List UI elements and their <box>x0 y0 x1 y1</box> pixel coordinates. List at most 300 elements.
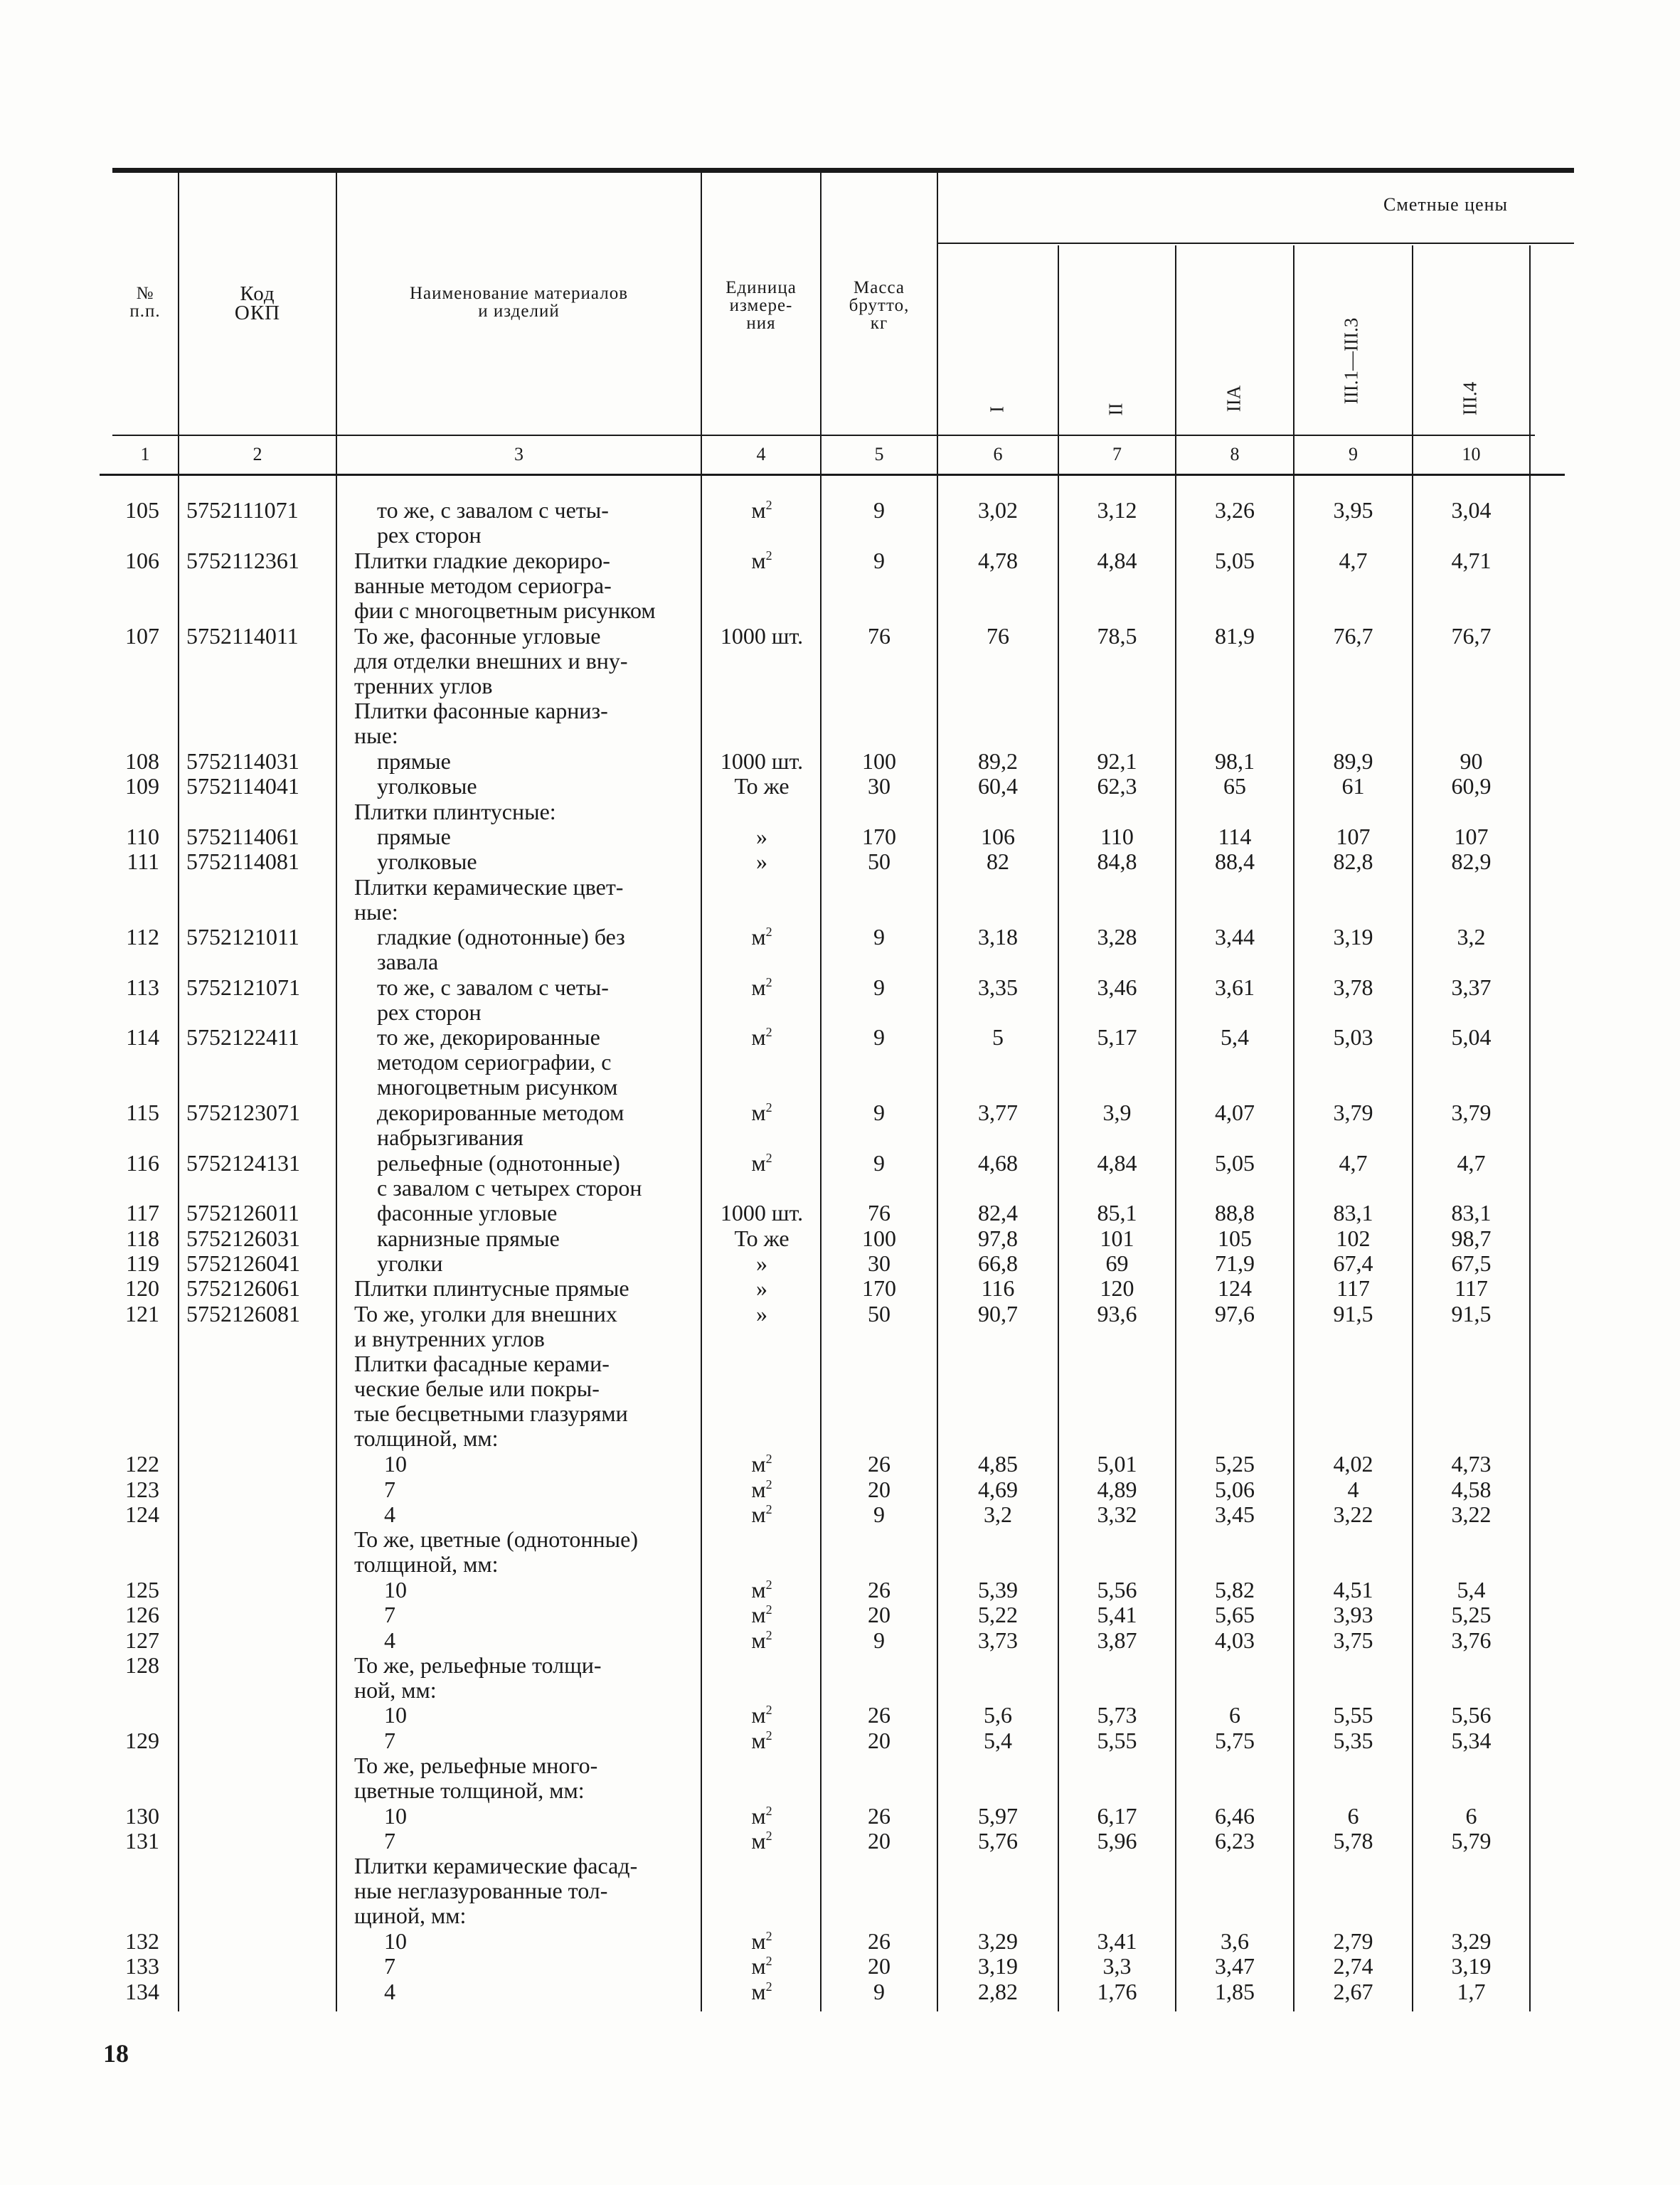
row-name <box>377 749 703 774</box>
row-name <box>377 849 703 874</box>
row-name-line: Плитки плинтусные прямые <box>354 1275 629 1302</box>
row-price-zone-3: 5,4 <box>1221 1024 1249 1051</box>
row-name <box>354 1653 703 1703</box>
row-mass: 26 <box>868 1702 890 1728</box>
row-price-zone-1: 3,73 <box>978 1627 1018 1653</box>
row-number: 119 <box>126 1250 159 1276</box>
row-number: 115 <box>126 1100 159 1126</box>
row-name <box>384 1954 703 1979</box>
row-name-line: 10 <box>384 1928 407 1955</box>
colnum-2: 2 <box>252 444 262 464</box>
row-price-zone-2: 3,9 <box>1102 1100 1132 1126</box>
row-price-zone-5: 98,7 <box>1451 1225 1492 1251</box>
row-unit: $м^2$ <box>751 1827 772 1854</box>
row-price-zone-4: 76,7 <box>1333 622 1373 649</box>
row-number: 113 <box>126 974 159 1000</box>
row-unit: 1000 шт. <box>720 622 804 649</box>
row-number: 134 <box>125 1978 159 2004</box>
row-mass: 30 <box>868 1250 890 1276</box>
row-mass: 9 <box>873 1978 885 2004</box>
row-price-zone-1: 4,69 <box>978 1476 1018 1502</box>
row-price-zone-1: 60,4 <box>978 773 1018 799</box>
page-number: 18 <box>103 2039 129 2068</box>
row-price-zone-3: 97,6 <box>1215 1300 1255 1327</box>
row-unit: $м^2$ <box>751 1727 772 1753</box>
row-unit: $м^2$ <box>751 1627 772 1653</box>
row-number: 118 <box>126 1225 159 1251</box>
row-price-zone-3: 3,47 <box>1215 1953 1255 1979</box>
row-price-zone-5: 4,71 <box>1451 547 1492 573</box>
row-unit: » <box>756 1250 767 1276</box>
colnum-10: 10 <box>1462 444 1481 464</box>
row-price-zone-3: 3,61 <box>1215 974 1255 1000</box>
row-price-zone-4: 5,78 <box>1333 1827 1373 1854</box>
row-name-line: Плитки керамические фасад- <box>354 1853 638 1879</box>
row-price-zone-5: 5,04 <box>1451 1024 1492 1051</box>
row-price-zone-2: 1,76 <box>1097 1978 1137 2004</box>
row-name-line: 10 <box>384 1576 407 1602</box>
row-price-zone-5: 5,25 <box>1451 1602 1492 1628</box>
row-number: 108 <box>125 748 159 774</box>
row-number: 133 <box>125 1953 159 1979</box>
row-mass: 9 <box>873 1501 885 1527</box>
row-unit: $м^2$ <box>751 1149 772 1176</box>
row-name-line: рельефные (однотонные) <box>377 1149 620 1176</box>
row-name <box>384 1452 703 1477</box>
row-code: 5752124131 <box>186 1149 300 1176</box>
row-mass: 9 <box>873 1627 885 1653</box>
row-name-line: То же, уголки для внешних <box>354 1300 617 1327</box>
row-number: 126 <box>125 1602 159 1628</box>
row-name <box>384 1703 703 1728</box>
row-price-zone-3: 81,9 <box>1215 622 1255 649</box>
row-price-zone-2: 3,32 <box>1097 1501 1137 1527</box>
row-price-zone-3: 3,26 <box>1215 497 1255 523</box>
row-price-zone-3: 124 <box>1218 1275 1252 1302</box>
row-mass: 9 <box>873 974 885 1000</box>
row-name-line: 4 <box>384 1978 395 2004</box>
row-name <box>354 698 703 748</box>
row-name <box>354 799 703 824</box>
row-price-zone-5: 60,9 <box>1451 773 1492 799</box>
row-price-zone-5: 3,2 <box>1457 924 1486 950</box>
row-mass: 50 <box>868 1300 890 1327</box>
row-price-zone-2: 93,6 <box>1097 1300 1137 1327</box>
row-price-zone-5: 3,19 <box>1451 1953 1492 1979</box>
row-price-zone-1: 5,22 <box>978 1602 1018 1628</box>
row-price-zone-2: 3,12 <box>1097 497 1137 523</box>
row-code: 5752114061 <box>186 823 299 849</box>
row-price-zone-1: 3,2 <box>984 1501 1012 1527</box>
row-name-line: 7 <box>384 1827 395 1854</box>
row-code: 5752112361 <box>186 547 299 573</box>
row-price-zone-3: 6,23 <box>1215 1827 1255 1854</box>
row-unit: $м^2$ <box>751 924 772 950</box>
row-price-zone-4: 3,22 <box>1333 1501 1373 1527</box>
row-price-zone-1: 97,8 <box>978 1225 1018 1251</box>
row-name <box>354 1527 703 1577</box>
row-price-zone-3: 71,9 <box>1215 1250 1255 1276</box>
row-unit: » <box>756 849 767 875</box>
row-unit: $м^2$ <box>751 1928 772 1955</box>
row-name-line: 10 <box>384 1451 407 1477</box>
row-price-zone-1: 5,76 <box>978 1827 1018 1854</box>
row-name <box>384 1804 703 1829</box>
row-name <box>354 875 703 925</box>
row-mass: 30 <box>868 773 890 799</box>
row-number: 106 <box>125 547 159 573</box>
row-price-zone-4: 3,19 <box>1333 924 1373 950</box>
row-price-zone-1: 4,85 <box>978 1451 1018 1477</box>
row-name <box>377 1201 703 1226</box>
row-code: 5752123071 <box>186 1100 300 1126</box>
row-price-zone-1: 90,7 <box>978 1300 1018 1327</box>
row-name-line: То же, цветные (однотонные) <box>354 1526 638 1553</box>
row-price-zone-4: 5,03 <box>1333 1024 1373 1051</box>
row-mass: 20 <box>868 1476 890 1502</box>
row-number: 121 <box>125 1300 159 1327</box>
row-name-line: 7 <box>384 1476 395 1502</box>
header-col-number: № п.п. <box>129 284 161 321</box>
row-mass: 9 <box>873 1100 885 1126</box>
row-price-zone-5: 3,29 <box>1451 1928 1492 1955</box>
row-name <box>377 1151 703 1201</box>
row-mass: 100 <box>862 1225 896 1251</box>
row-price-zone-3: 3,45 <box>1215 1501 1255 1527</box>
row-unit: $м^2$ <box>751 974 772 1000</box>
row-code: 5752111071 <box>186 497 299 523</box>
row-price-zone-2: 5,55 <box>1097 1727 1137 1753</box>
row-name-line: завала <box>377 949 439 975</box>
row-price-zone-1: 82 <box>987 849 1009 875</box>
row-unit: 1000 шт. <box>720 748 804 774</box>
row-price-zone-3: 88,4 <box>1215 849 1255 875</box>
row-number: 114 <box>126 1024 159 1051</box>
row-unit: $м^2$ <box>751 1100 772 1126</box>
header-col-code: Код ОКП <box>234 282 281 324</box>
row-price-zone-2: 62,3 <box>1097 773 1137 799</box>
row-number: 111 <box>127 849 159 875</box>
row-price-zone-4: 6 <box>1347 1802 1359 1829</box>
row-name-line: для отделки внешних и вну- <box>354 647 628 674</box>
row-price-zone-5: 3,37 <box>1451 974 1492 1000</box>
row-price-zone-4: 107 <box>1336 823 1371 849</box>
row-price-zone-2: 84,8 <box>1097 849 1137 875</box>
row-mass: 20 <box>868 1602 890 1628</box>
row-name-line: ные: <box>354 723 398 749</box>
row-number: 132 <box>125 1928 159 1955</box>
row-price-zone-3: 4,07 <box>1215 1100 1255 1126</box>
row-name-line: декорированные методом <box>377 1100 624 1126</box>
row-price-zone-1: 66,8 <box>978 1250 1018 1276</box>
row-price-zone-4: 2,67 <box>1333 1978 1373 2004</box>
row-mass: 100 <box>862 748 896 774</box>
row-price-zone-1: 5,4 <box>984 1727 1012 1753</box>
row-name <box>354 1753 703 1803</box>
row-code: 5752126041 <box>186 1250 300 1276</box>
row-price-zone-3: 5,06 <box>1215 1476 1255 1502</box>
row-name-line: Плитки плинтусные: <box>354 798 556 824</box>
row-price-zone-3: 5,05 <box>1215 547 1255 573</box>
row-price-zone-2: 85,1 <box>1097 1200 1137 1226</box>
row-code: 5752121071 <box>186 974 300 1000</box>
row-price-zone-3: 98,1 <box>1215 748 1255 774</box>
row-name-line: Плитки гладкие декориро- <box>354 547 610 573</box>
header-zone-2: II <box>1105 403 1127 416</box>
row-unit: $м^2$ <box>751 547 772 573</box>
row-number: 127 <box>125 1627 159 1653</box>
row-price-zone-5: 5,79 <box>1451 1827 1492 1854</box>
row-name-line: фии с многоцветным рисунком <box>354 597 656 623</box>
row-name <box>384 1477 703 1502</box>
row-mass: 26 <box>868 1576 890 1602</box>
row-name-line: ванные методом сериогра- <box>354 572 612 598</box>
row-mass: 9 <box>873 1024 885 1051</box>
row-price-zone-5: 3,76 <box>1451 1627 1492 1653</box>
row-number: 124 <box>125 1501 159 1527</box>
colnum-6: 6 <box>993 444 1003 464</box>
row-price-zone-3: 65 <box>1223 773 1246 799</box>
row-name <box>384 1728 703 1753</box>
row-unit: $м^2$ <box>751 497 772 523</box>
row-price-zone-1: 5,39 <box>978 1576 1018 1602</box>
row-price-zone-5: 3,22 <box>1451 1501 1492 1527</box>
row-mass: 76 <box>868 622 890 649</box>
row-price-zone-4: 4,51 <box>1333 1576 1373 1602</box>
row-mass: 170 <box>862 823 896 849</box>
row-number: 105 <box>125 497 159 523</box>
row-unit: $м^2$ <box>751 1501 772 1527</box>
row-price-zone-4: 83,1 <box>1333 1200 1373 1226</box>
row-price-zone-5: 117 <box>1455 1275 1488 1302</box>
row-name <box>384 1578 703 1602</box>
row-price-zone-4: 3,78 <box>1333 974 1373 1000</box>
row-number: 131 <box>125 1827 159 1854</box>
row-price-zone-5: 91,5 <box>1451 1300 1492 1327</box>
row-price-zone-3: 4,03 <box>1215 1627 1255 1653</box>
row-name-line: ные: <box>354 898 398 925</box>
row-code: 5752126011 <box>186 1200 299 1226</box>
row-name <box>354 548 703 623</box>
row-price-zone-3: 3,44 <box>1215 924 1255 950</box>
row-price-zone-1: 106 <box>981 823 1015 849</box>
row-price-zone-2: 3,3 <box>1102 1953 1132 1979</box>
row-price-zone-3: 5,82 <box>1215 1576 1255 1602</box>
row-name <box>384 1502 703 1527</box>
row-price-zone-5: 3,04 <box>1451 497 1492 523</box>
row-name-line: многоцветным рисунком <box>377 1074 618 1100</box>
colnum-9: 9 <box>1349 444 1358 464</box>
row-number: 129 <box>125 1727 159 1753</box>
row-name <box>354 624 703 698</box>
colnum-rule <box>100 474 1565 476</box>
row-unit: $м^2$ <box>751 1702 772 1728</box>
row-name-line: ческие белые или покры- <box>354 1376 600 1402</box>
row-price-zone-1: 3,18 <box>978 924 1018 950</box>
row-price-zone-1: 4,78 <box>978 547 1018 573</box>
row-price-zone-2: 3,46 <box>1097 974 1137 1000</box>
row-name-line: толщиной, мм: <box>354 1551 499 1578</box>
row-unit: 1000 шт. <box>720 1200 804 1226</box>
row-name <box>377 1025 703 1100</box>
row-price-zone-3: 105 <box>1218 1225 1252 1251</box>
row-price-zone-4: 67,4 <box>1333 1250 1373 1276</box>
row-mass: 9 <box>873 1149 885 1176</box>
row-unit: $м^2$ <box>751 1451 772 1477</box>
row-code: 5752122411 <box>186 1024 299 1051</box>
row-name <box>384 1829 703 1854</box>
row-price-zone-2: 3,87 <box>1097 1627 1137 1653</box>
row-mass: 9 <box>873 497 885 523</box>
row-price-zone-4: 117 <box>1336 1275 1370 1302</box>
row-number: 109 <box>125 773 159 799</box>
row-name-line: прямые <box>377 748 451 774</box>
row-price-zone-2: 4,89 <box>1097 1476 1137 1502</box>
row-price-zone-2: 69 <box>1105 1250 1129 1276</box>
colnum-7: 7 <box>1112 444 1122 464</box>
row-price-zone-2: 4,84 <box>1097 547 1137 573</box>
row-name-line: То же, рельефные толщи- <box>354 1652 602 1678</box>
row-unit: » <box>756 823 767 849</box>
row-price-zone-5: 76,7 <box>1451 622 1492 649</box>
row-price-zone-1: 5,6 <box>984 1702 1012 1728</box>
row-price-zone-5: 1,7 <box>1457 1978 1486 2004</box>
row-price-zone-5: 5,56 <box>1451 1702 1492 1728</box>
row-code: 5752126061 <box>186 1275 300 1302</box>
row-name-line: уголки <box>377 1250 443 1276</box>
row-name <box>354 1302 703 1351</box>
row-name <box>377 774 703 799</box>
row-price-zone-4: 4,7 <box>1339 547 1368 573</box>
row-unit: » <box>756 1275 767 1302</box>
row-price-zone-1: 3,19 <box>978 1953 1018 1979</box>
row-name-line: 7 <box>384 1727 395 1753</box>
row-price-zone-5: 5,34 <box>1451 1727 1492 1753</box>
top-rule <box>112 168 1574 173</box>
row-name-line: карнизные прямые <box>377 1225 560 1251</box>
row-name-line: и внутренних углов <box>354 1325 545 1351</box>
row-price-zone-3: 1,85 <box>1215 1978 1255 2004</box>
row-unit: » <box>756 1300 767 1327</box>
row-price-zone-4: 91,5 <box>1333 1300 1373 1327</box>
row-name-line: Плитки фасонные карниз- <box>354 698 608 724</box>
row-price-zone-2: 5,01 <box>1097 1451 1137 1477</box>
row-mass: 9 <box>873 547 885 573</box>
row-price-zone-1: 3,35 <box>978 974 1018 1000</box>
row-price-zone-1: 116 <box>981 1275 1015 1302</box>
row-mass: 26 <box>868 1802 890 1829</box>
row-price-zone-1: 3,77 <box>978 1100 1018 1126</box>
row-mass: 50 <box>868 849 890 875</box>
row-name-line: фасонные угловые <box>377 1200 558 1226</box>
row-unit: То же <box>734 1225 790 1251</box>
row-name-line: гладкие (однотонные) без <box>377 924 625 950</box>
row-mass: 26 <box>868 1451 890 1477</box>
row-price-zone-2: 5,96 <box>1097 1827 1137 1854</box>
row-number: 120 <box>125 1275 159 1302</box>
row-name <box>377 824 703 849</box>
row-price-zone-3: 5,65 <box>1215 1602 1255 1628</box>
price-group-rule <box>937 243 1574 244</box>
colnum-4: 4 <box>756 444 766 464</box>
row-name-line: 4 <box>384 1627 395 1653</box>
row-code: 5752126031 <box>186 1225 300 1251</box>
row-name-line: уголковые <box>377 849 477 875</box>
row-unit: $м^2$ <box>751 1476 772 1502</box>
row-price-zone-1: 4,68 <box>978 1149 1018 1176</box>
row-number: 130 <box>125 1802 159 1829</box>
row-price-zone-2: 92,1 <box>1097 748 1137 774</box>
row-price-zone-5: 4,73 <box>1451 1451 1492 1477</box>
row-number: 112 <box>126 924 159 950</box>
row-number: 117 <box>126 1200 159 1226</box>
row-name-line: щиной, мм: <box>354 1903 467 1929</box>
row-price-zone-4: 5,55 <box>1333 1702 1373 1728</box>
row-mass: 76 <box>868 1200 890 1226</box>
row-name-line: ной, мм: <box>354 1676 437 1703</box>
row-name <box>384 1979 703 2004</box>
row-mass: 9 <box>873 924 885 950</box>
row-number: 116 <box>126 1149 159 1176</box>
row-mass: 26 <box>868 1928 890 1955</box>
row-name-line: Плитки фасадные керами- <box>354 1351 610 1377</box>
row-price-zone-1: 3,29 <box>978 1928 1018 1955</box>
row-code: 5752114031 <box>186 748 299 774</box>
row-name-line: Плитки керамические цвет- <box>354 873 624 900</box>
row-price-zone-2: 4,84 <box>1097 1149 1137 1176</box>
row-name-line: цветные толщиной, мм: <box>354 1777 585 1803</box>
row-name-line: методом сериографии, с <box>377 1049 612 1075</box>
row-price-zone-3: 5,25 <box>1215 1451 1255 1477</box>
row-price-zone-2: 5,41 <box>1097 1602 1137 1628</box>
row-name-line: То же, рельефные много- <box>354 1753 598 1778</box>
row-name-line: 4 <box>384 1501 395 1527</box>
row-price-zone-5: 90 <box>1460 748 1483 774</box>
row-code: 5752114011 <box>186 622 299 649</box>
row-name-line: 7 <box>384 1953 395 1979</box>
row-price-zone-1: 5 <box>992 1024 1004 1051</box>
row-unit: $м^2$ <box>751 1024 772 1051</box>
row-price-zone-3: 114 <box>1218 823 1252 849</box>
row-price-zone-5: 3,79 <box>1451 1100 1492 1126</box>
row-price-zone-4: 3,79 <box>1333 1100 1373 1126</box>
row-name-line: толщиной, мм: <box>354 1425 499 1452</box>
row-price-zone-2: 6,17 <box>1097 1802 1137 1829</box>
row-mass: 20 <box>868 1727 890 1753</box>
row-number: 125 <box>125 1576 159 1602</box>
row-code: 5752121011 <box>186 924 299 950</box>
row-name <box>354 1351 703 1451</box>
row-price-zone-5: 6 <box>1465 1802 1477 1829</box>
row-name-line: то же, с завалом с четы- <box>377 497 609 523</box>
row-price-zone-4: 2,74 <box>1333 1953 1373 1979</box>
row-name-line: 7 <box>384 1602 395 1628</box>
row-price-zone-3: 5,75 <box>1215 1727 1255 1753</box>
row-name-line: тренних углов <box>354 672 493 698</box>
row-unit: $м^2$ <box>751 1602 772 1628</box>
row-number: 110 <box>126 823 159 849</box>
row-name <box>384 1929 703 1954</box>
row-name <box>377 975 703 1025</box>
row-price-zone-1: 2,82 <box>978 1978 1018 2004</box>
column-divider <box>1529 245 1531 2011</box>
row-unit: $м^2$ <box>751 1802 772 1829</box>
row-price-zone-4: 2,79 <box>1333 1928 1373 1955</box>
colnum-3: 3 <box>514 444 523 464</box>
row-number: 128 <box>125 1652 159 1678</box>
row-price-zone-2: 5,17 <box>1097 1024 1137 1051</box>
row-name-line: с завалом с четырех сторон <box>377 1174 642 1201</box>
